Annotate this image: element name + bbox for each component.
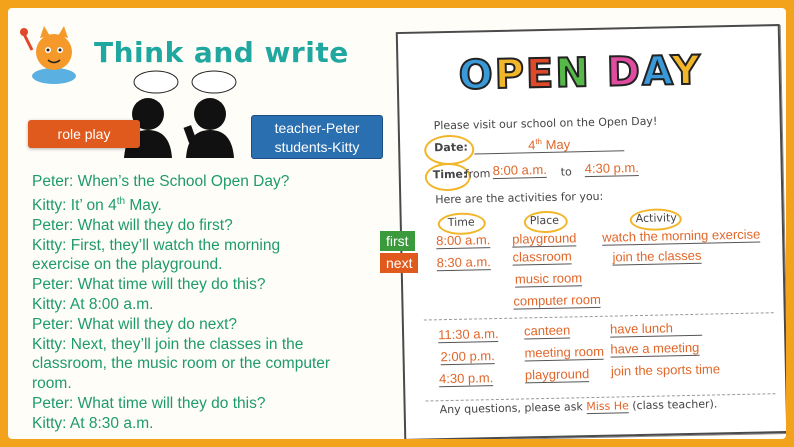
time-label: Time: <box>432 167 468 182</box>
open-day-heading <box>458 48 702 99</box>
dialogue-line: Kitty: It’ on 4th May. <box>32 195 162 214</box>
row1-place: playground <box>511 230 577 247</box>
dialogue-line: Kitty: At 8:30 a.m. <box>32 414 154 432</box>
date-label: Date: <box>434 140 468 155</box>
role-play-button[interactable]: role play <box>28 120 140 148</box>
dialogue-line: room. <box>32 375 72 393</box>
open-day-poster <box>396 24 786 439</box>
time-from: from <box>464 167 491 181</box>
heading-letter: O <box>458 52 496 99</box>
dialogue-line: Kitty: Next, they’ll join the classes in the <box>32 335 304 353</box>
row1-time: 8:00 a.m. <box>435 232 491 249</box>
time-start: 8:00 a.m. <box>492 161 548 179</box>
dialogue-line: Peter: What time will they do this? <box>32 276 266 294</box>
pm3-time: 4:30 p.m. <box>438 370 494 387</box>
questions-text: Any questions, please ask Miss He (class teacher). <box>439 397 718 417</box>
row2-place: classroom <box>512 248 572 265</box>
pm1-place: canteen <box>523 322 571 339</box>
pm3-activity: join the sports time <box>610 361 721 379</box>
heading-letter: D <box>606 48 643 96</box>
dialogue-line: Peter: When’s the School Open Day? <box>32 173 290 190</box>
heading-letter: P <box>494 51 527 98</box>
heading-letter: N <box>554 49 592 97</box>
dialogue-line: Peter: What will they do first? <box>32 216 233 234</box>
pm2-activity: have a meeting <box>610 339 700 357</box>
time-to: to <box>560 165 572 179</box>
row1-activity: watch the morning exercise <box>601 226 761 245</box>
dialogue-line: Peter: What time will they do this? <box>32 394 266 412</box>
pm2-time: 2:00 p.m. <box>440 348 495 365</box>
dialogue-line: Kitty: First, they’ll watch the morning <box>32 236 281 254</box>
col-time: Time <box>447 215 475 230</box>
pm1-activity: have lunch <box>610 320 702 338</box>
col-activity: Activity <box>635 211 677 226</box>
next-tag: next <box>380 253 418 273</box>
row2-time: 8:30 a.m. <box>436 254 491 271</box>
pm2-place: meeting room <box>524 343 605 361</box>
dialogue-line: classroom, the music room or the computer <box>32 355 331 373</box>
cat-mascot-icon <box>18 20 88 90</box>
slide <box>8 8 786 439</box>
page-title: Think and write <box>94 36 349 69</box>
dialogue-text <box>32 172 382 434</box>
activities-intro: Here are the activities for you: <box>435 189 604 207</box>
first-tag: first <box>380 231 415 251</box>
pm3-place: playground <box>524 366 590 383</box>
row2-activity: join the classes <box>612 247 702 265</box>
role-assignment-button[interactable] <box>251 115 383 159</box>
extra-place-music: music room <box>514 270 583 287</box>
assignment-line-teacher: teacher-Peter <box>274 120 360 136</box>
intro-text: Please visit our school on the Open Day! <box>433 114 658 133</box>
heading-letter: A <box>641 48 672 95</box>
heading-letter: Y <box>670 47 703 95</box>
dialogue-line: Kitty: At 8:00 a.m. <box>32 295 154 313</box>
extra-place-computer: computer room <box>513 291 601 309</box>
assignment-line-students: students-Kitty <box>274 139 360 155</box>
col-place: Place <box>529 213 560 228</box>
dialogue-line: exercise on the playground. <box>32 256 223 274</box>
pm1-time: 11:30 a.m. <box>437 325 499 343</box>
time-end: 4:30 p.m. <box>584 160 640 177</box>
dialogue-line: Peter: What will they do next? <box>32 315 238 333</box>
date-value: 4th May <box>474 135 624 154</box>
heading-letter: E <box>525 50 556 98</box>
